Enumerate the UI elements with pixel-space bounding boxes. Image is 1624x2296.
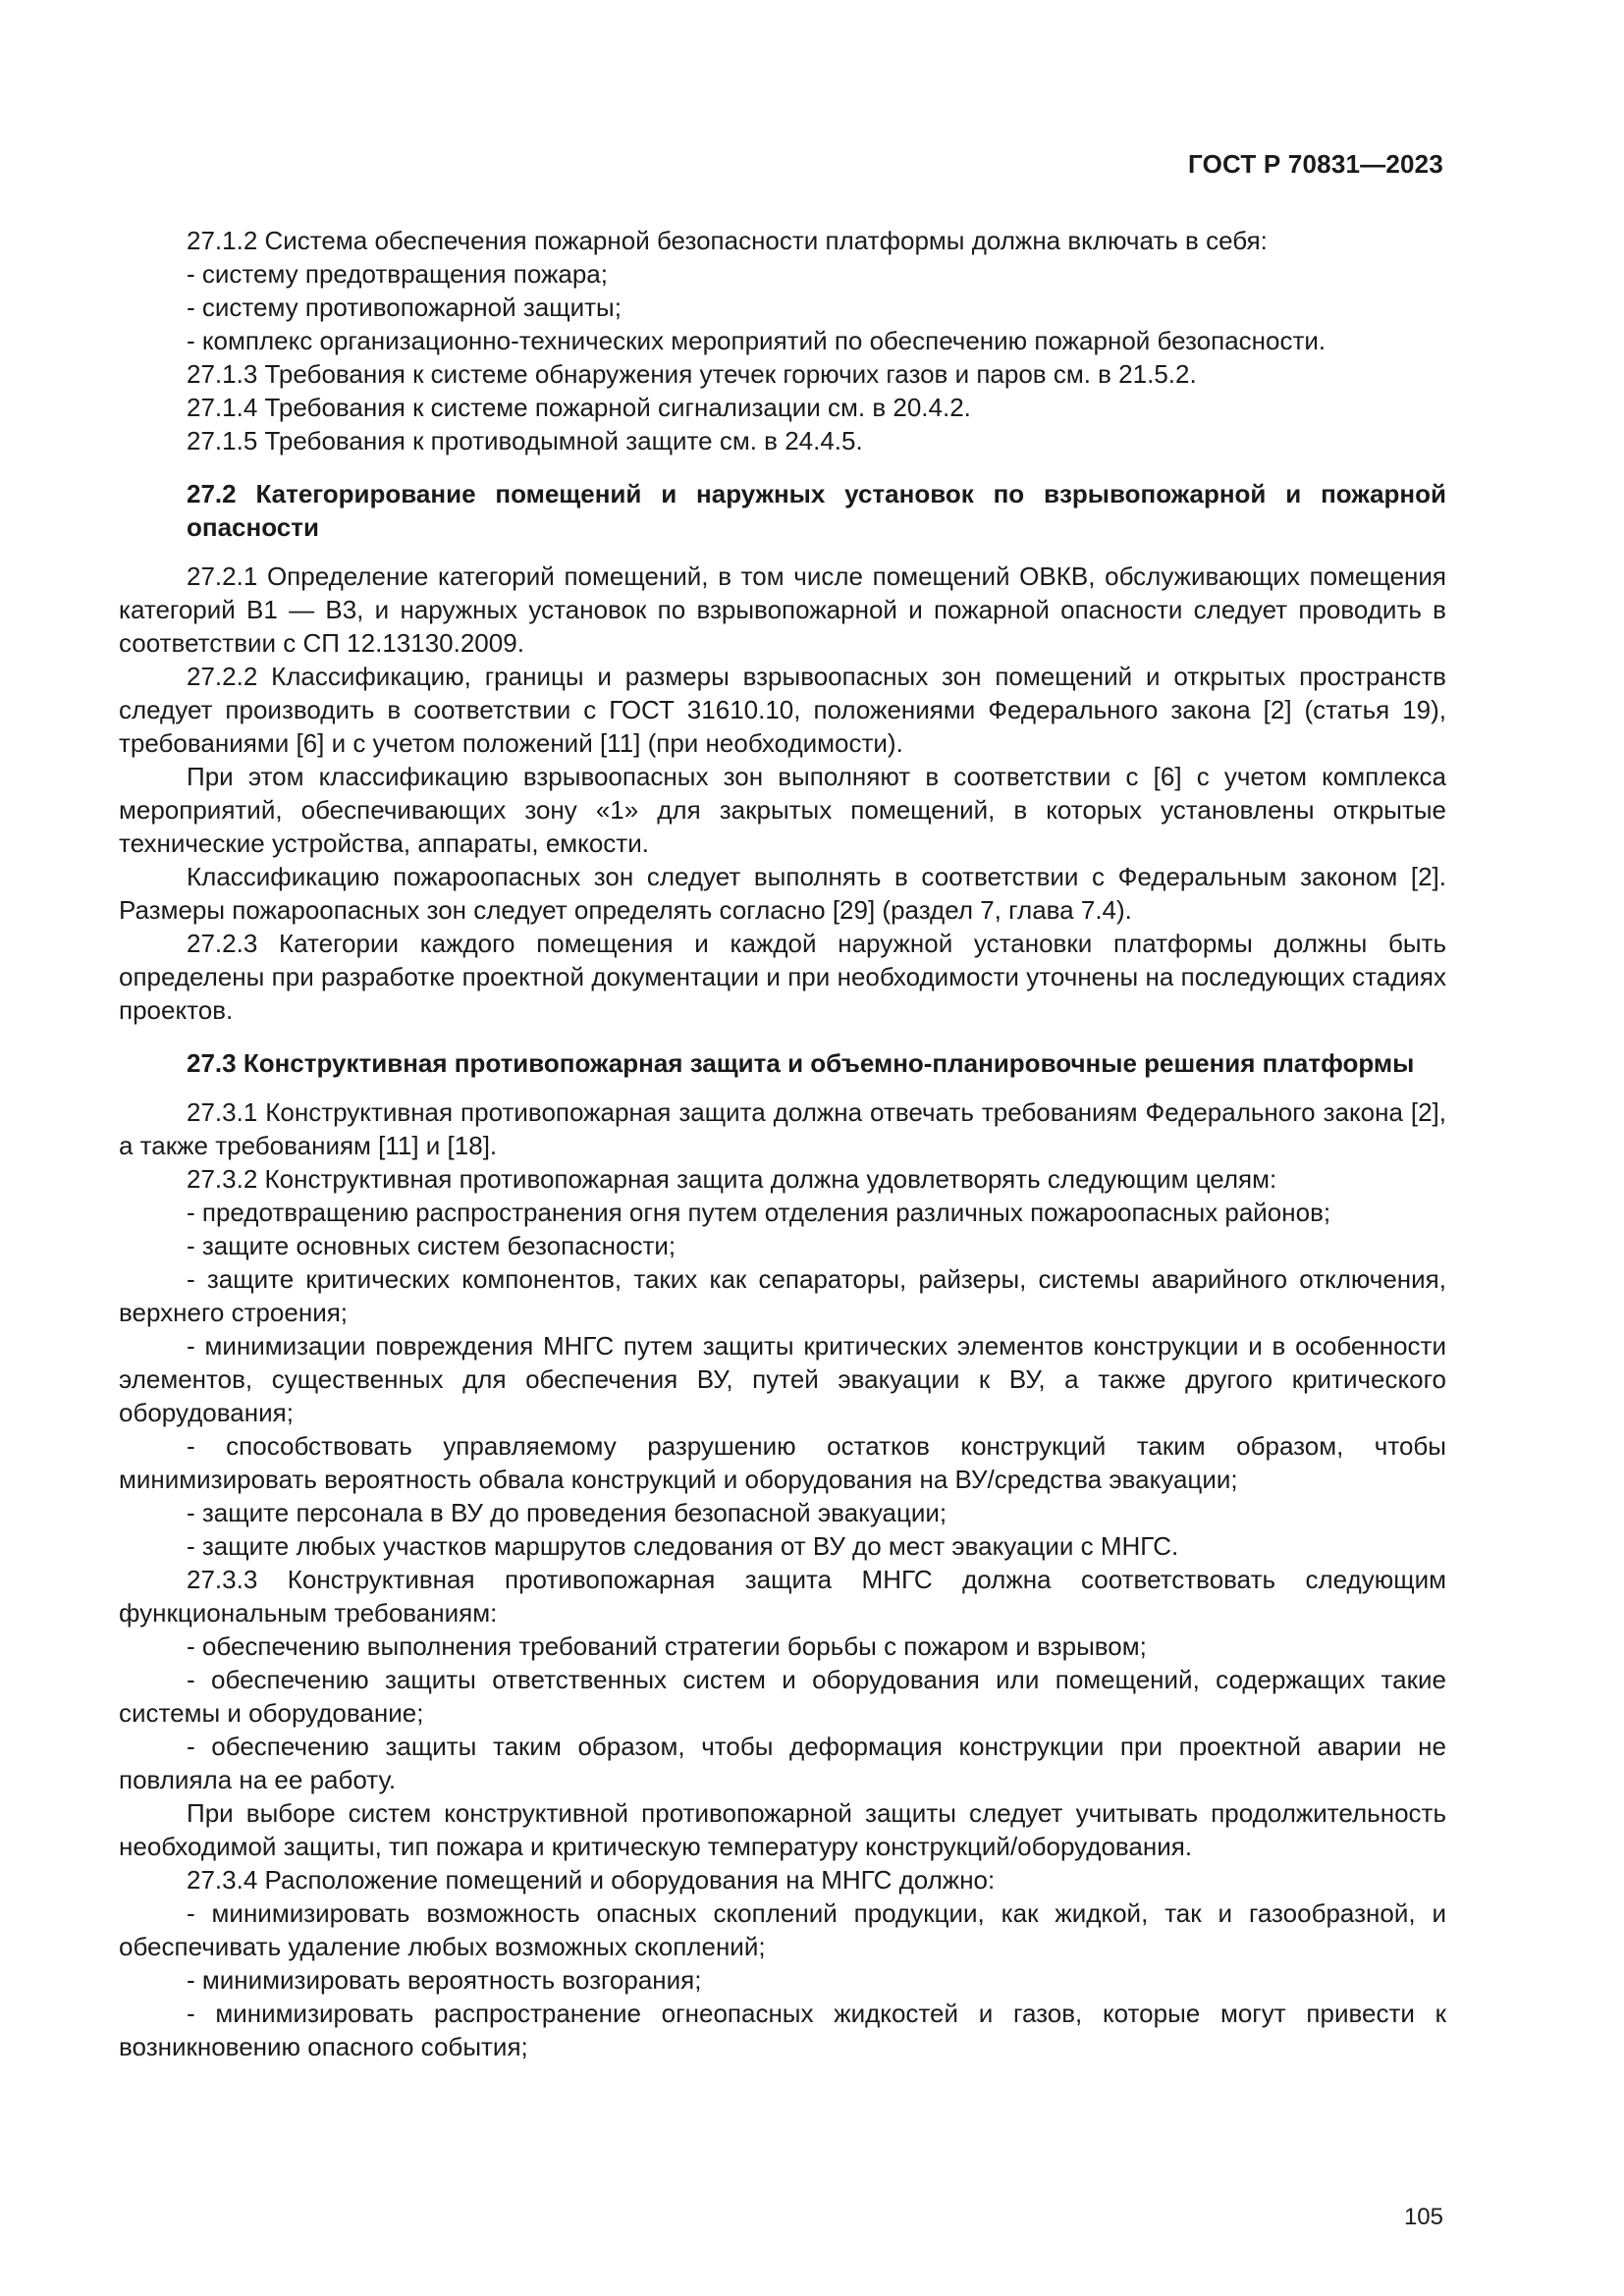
paragraph: - минимизировать распространение огнеопасных жидкостей и газов, которые могут привести к возникновению опасного события; bbox=[119, 1999, 1446, 2061]
paragraph: - минимизировать вероятность возгорания; bbox=[187, 1965, 702, 1995]
paragraph: - систему противопожарной защиты; bbox=[187, 293, 622, 322]
paragraph: - обеспечению выполнения требований стратегии борьбы с пожаром и взрывом; bbox=[187, 1631, 1147, 1661]
paragraph: Классификацию пожароопасных зон следует выполнять в соответствии с Федеральным законом [2]. Размеры пожароопасных зон следует определять согласно [29] (раздел 7, глава 7.4). bbox=[119, 862, 1446, 925]
page-number: 105 bbox=[1403, 2204, 1443, 2230]
paragraph: - способствовать управляемому разрушению остатков конструкций таким образом, чтобы минимизировать вероятность обвала конструкций и оборудования на ВУ/средства эвакуации; bbox=[119, 1431, 1446, 1494]
paragraph: 27.1.3 Требования к системе обнаружения утечек горючих газов и паров см. в 21.5.2. bbox=[187, 359, 1197, 389]
paragraph: 27.2.1 Определение категорий помещений, в том числе помещений ОВКВ, обслуживающих помещения категорий В1 — В3, и наружных установок по взрывопожарной и пожарной опасности следует проводить в соответствии с СП 12.13130.2009. bbox=[119, 561, 1446, 658]
paragraph: При этом классификацию взрывоопасных зон выполняют в соответствии с [6] с учетом комплекса мероприятий, обеспечивающих зону «1» для закрытых помещений, в которых установлены открытые технические устройства, аппараты, емкости. bbox=[119, 762, 1446, 858]
paragraph: 27.3.2 Конструктивная противопожарная защита должна удовлетворять следующим целям: bbox=[187, 1164, 1277, 1194]
document-code: ГОСТ Р 70831—2023 bbox=[1188, 149, 1443, 179]
paragraph: - минимизации повреждения МНГС путем защиты критических элементов конструкции и в особенности элементов, существенных для обеспечения ВУ, путей эвакуации к ВУ, а также другого критического оборудования; bbox=[119, 1331, 1446, 1427]
page-body bbox=[119, 224, 1446, 2063]
paragraph: - защите критических компонентов, таких как сепараторы, райзеры, системы аварийного отключения, верхнего строения; bbox=[119, 1264, 1446, 1327]
paragraph: - предотвращению распространения огня путем отделения различных пожароопасных районов; bbox=[187, 1198, 1331, 1227]
paragraph: - минимизировать возможность опасных скоплений продукции, как жидкой, так и газообразной, и обеспечивать удаление любых возможных скоплений; bbox=[119, 1898, 1446, 1961]
paragraph: 27.1.2 Система обеспечения пожарной безопасности платформы должна включать в себя: bbox=[187, 226, 1268, 255]
paragraph: 27.3.1 Конструктивная противопожарная защита должна отвечать требованиям Федерального закона [2], а также требованиям [11] и [18]. bbox=[119, 1097, 1446, 1160]
paragraph: - обеспечению защиты таким образом, чтобы деформация конструкции при проектной аварии не повлияла на ее работу. bbox=[119, 1732, 1446, 1794]
paragraph: - защите персонала в ВУ до проведения безопасной эвакуации; bbox=[187, 1498, 947, 1527]
paragraph: - систему предотвращения пожара; bbox=[187, 259, 608, 289]
paragraph: 27.1.5 Требования к противодымной защите см. в 24.4.5. bbox=[187, 426, 863, 455]
paragraph: 27.2.2 Классификацию, границы и размеры взрывоопасных зон помещений и открытых пространств следует производить в соответствии с ГОСТ 31610.10, положениями Федерального закона [2] (статья 19), требованиями [6] и с учетом положений [11] (при необходимости). bbox=[119, 662, 1446, 758]
paragraph: 27.3.3 Конструктивная противопожарная защита МНГС должна соответствовать следующим функциональным требованиям: bbox=[119, 1565, 1446, 1628]
section-heading: 27.3 Конструктивная противопожарная защита и объемно-планировочные решения платформы bbox=[187, 1048, 1415, 1078]
paragraph: 27.1.4 Требования к системе пожарной сигнализации см. в 20.4.2. bbox=[187, 393, 971, 422]
paragraph: - защите любых участков маршрутов следования от ВУ до мест эвакуации с МНГС. bbox=[187, 1531, 1179, 1561]
paragraph: При выборе систем конструктивной противопожарной защиты следует учитывать продолжительность необходимой защиты, тип пожара и критическую температуру конструкций/оборудования. bbox=[119, 1798, 1446, 1861]
paragraph: 27.2.3 Категории каждого помещения и каждой наружной установки платформы должны быть определены при разработке проектной документации и при необходимости уточнены на последующих стадиях проектов. bbox=[119, 929, 1446, 1025]
paragraph: - обеспечению защиты ответственных систем и оборудования или помещений, содержащих такие системы и оборудование; bbox=[119, 1665, 1446, 1728]
paragraph: - защите основных систем безопасности; bbox=[187, 1231, 677, 1260]
section-heading: 27.2 Категорирование помещений и наружных установок по взрывопожарной и пожарной опасности bbox=[187, 479, 1446, 542]
paragraph: 27.3.4 Расположение помещений и оборудования на МНГС должно: bbox=[187, 1865, 996, 1895]
paragraph: - комплекс организационно-технических мероприятий по обеспечению пожарной безопасности. bbox=[187, 326, 1326, 355]
